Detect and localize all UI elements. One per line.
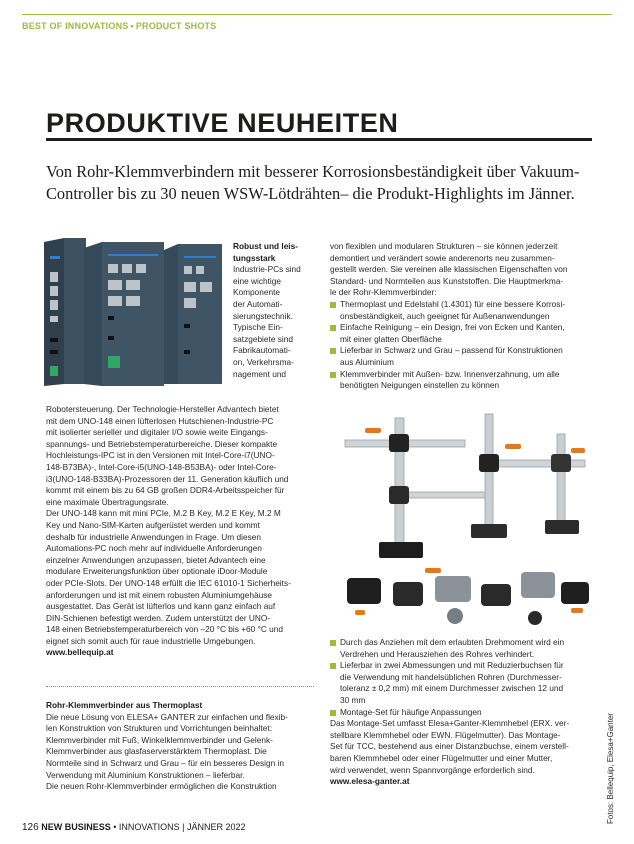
article-clamp-continued [330,241,596,392]
text-line: 30 mm [340,694,366,705]
elesa-ganter-link[interactable]: www.elesa-ganter.at [330,776,410,787]
issue-date: JÄNNER 2022 [186,822,246,832]
section-kicker [22,21,216,31]
text-line: toleranz ± 0,2 mm) mit einem Durchmesser zwischen 12 und [340,683,564,694]
text-line: le der Rohr-Klemmverbinder: [330,287,437,298]
text-line: onsbeständigkeit, auch geeignet für Außenanwendungen [340,310,550,321]
text-line: baren Klemmhebel oder einer Flügelmutter und einer Mutter, [330,752,553,763]
text-line: Klemmverbinder mit Außen- bzw. Innenverzahnung, um alle [340,368,560,379]
text-line: Robotersteuerung. Der Technologie-Hersteller Advantech bietet [46,404,279,414]
text-line: on, Verkehrsma- [233,356,294,367]
text-line: Komponente [233,287,281,298]
text-line: nagement und [233,368,287,379]
text-line: Montage-Set für häufige Anpassungen [340,706,482,717]
text-line: eine maximale Übertragungsrate. [46,496,169,507]
text-line: Standard- und Normteilen aus Kunststoffen. Die Hauptmerkma- [330,275,564,286]
text-line: Key und Nano-SIM-Karten aufgerüstet werden und kommt [46,519,260,530]
tube-clamp-photo [335,412,597,630]
text-line: Das Montage-Set umfasst Elesa+Ganter-Klemmhebel (ERX. ver- [330,718,570,729]
article-ipc-title: tungsstark [233,252,276,263]
header-rule [22,14,612,15]
feature-bullet [330,637,596,660]
text-line: Typische Ein- [233,322,283,333]
text-line: spannungs- und Betriebstemperaturbereiche. Dieser kompakte [46,438,278,449]
feature-bullet [330,345,596,368]
photo-credit: Fotos: Bellequip, Elesa+Ganter [606,713,615,824]
text-line: anforderungen und ist mit einem robusten Aluminiumgehäuse [46,589,272,600]
text-line: sierungstechnik. [233,310,293,321]
article-clamp-features-cont [330,637,596,788]
feature-bullet [330,707,596,719]
text-line: mit dem UNO-148 einen lüfterlosen Hutschienen-Industrie-PC [46,415,274,426]
text-line: Thermoplast und Edelstahl (1.4301) für eine bessere Korrosi- [340,298,566,309]
text-line: Verwendung mit Aluminium Konstruktionen – lieferbar. [46,769,245,780]
text-line: 148-B73BA)-, Intel-Core-i5(UNO-148-B53BA)- oder Intel-Core- [46,461,277,472]
text-line: eine wichtige [233,275,281,286]
text-line: Automations-PC noch mehr auf individuelle Anforderungen [46,543,262,554]
page-footer [22,822,245,833]
article-divider [46,686,314,687]
magazine-name: NEW BUSINESS [41,822,111,832]
text-line: der Automati- [233,298,283,309]
text-line: Set für TCC, bestehend aus einer Distanzbuchse, einem verstell- [330,741,569,752]
text-line: Der UNO-148 kann mit mini PCIe, M.2 B Key, M.2 E Key, M.2 M [46,508,281,519]
text-line: Lieferbar in Schwarz und Grau – passend für Konstruktionen [340,345,563,356]
footer-section: INNOVATIONS [118,822,180,832]
text-line: Die neuen Rohr-Klemmverbinder ermöglichen die Konstruktion [46,781,277,792]
text-line: aus Aluminium [340,356,394,367]
page-headline: PRODUKTIVE NEUHEITEN [46,108,399,138]
text-line: mit einer glatten Oberfläche [340,333,442,344]
footer-pipe: | [182,822,185,832]
subsection-name: PRODUCT SHOTS [135,21,217,31]
kicker-separator: • [130,21,134,31]
text-line: modulare Erweiterungsfunktion über optionale iDoor-Module [46,566,268,577]
text-line: i3(UNO-148-B33BA)-Prozessoren der 11. Generation käuflich und [46,473,289,484]
text-line: Hochleistungs-IPC ist in den Versionen mit Intel-Core-i7(UNO- [46,450,275,461]
feature-bullet [330,369,596,392]
article-ipc-body [46,404,314,659]
page-number: 126 [22,822,39,833]
feature-bullet [330,299,596,322]
text-line: kommt mit einem bis zu 64 GB großen DDR4-Arbeitsspeicher für [46,485,285,496]
text-line: DIN-Schienen befestigt werden. Zudem unterstützt der UNO- [46,612,271,623]
text-line: gestellt werden. Sie vereinen alle klassischen Eigenschaften von [330,264,568,275]
text-line: benötigten Neigungen einstellen zu können [340,380,500,391]
text-line: Klemmverbinder aus glasfaserverstärktem Thermoplast. Die [46,746,267,757]
feature-bullet [330,322,596,345]
text-line: satzgebiete sind [233,333,293,344]
text-line: Die neue Lösung von ELESA+ GANTER zur einfachen und flexib- [46,711,288,722]
text-line: Einfache Reinigung – ein Design, frei von Ecken und Kanten, [340,322,565,333]
bellequip-link[interactable]: www.bellequip.at [46,647,114,658]
text-line: mit isolierter serieller und digitaler I/O sowie weite Eingangs- [46,427,268,438]
text-line: Klemmverbinder mit Fuß, Winkelklemmverbinder und Gelenk- [46,734,273,745]
text-line: Normteile sind in Schwarz und Grau – für ein besseres Design in [46,757,284,768]
lead-line: Controller bis zu 30 neuen WSW-Lötdrähten– die Produkt-Highlights im Jänner. [46,184,575,203]
article-ipc-intro [233,241,313,380]
text-line: Fabrikautomati- [233,345,291,356]
headline-underline [46,138,592,141]
footer-bullet: • [113,822,117,832]
section-name: BEST OF INNOVATIONS [22,21,129,31]
feature-bullet [330,660,596,706]
text-line: eignet sich somit auch für raue industrielle Umgebungen. [46,635,256,646]
article-ipc-title: Robust und leis- [233,241,298,251]
article-clamp-title: Rohr-Klemmverbinder aus Thermoplast [46,700,203,710]
text-line: Verdrehen und Herausziehen des Rohres verhindert. [340,648,535,659]
article-clamp-intro [46,700,314,793]
lead-paragraph [46,161,594,205]
text-line: demontiert und verändert sowie anderenorts neu zusammen- [330,252,555,263]
text-line: wird verwendet, wenn Spannvorgänge erforderlich sind. [330,764,535,775]
text-line: 148 einen Betriebstemperaturbereich von –20 °C bis +60 °C und [46,624,284,635]
text-line: Durch das Anziehen mit dem erlaubten Drehmoment wird ein [340,637,565,647]
text-line: len Konstruktion von Strukturen und Vorrichtungen beinhaltet: [46,723,273,734]
text-line: Lieferbar in zwei Abmessungen und mit Reduzierbuchsen für [340,660,564,671]
text-line: stellbare Klemmhebel oder EWN. Flügelmutter). Das Montage- [330,729,561,740]
industrial-pc-photo [40,238,230,386]
text-line: von flexiblen und modularen Strukturen – sie können jederzeit [330,241,558,251]
text-line: ausgestattet. Das Gerät ist lüfterlos und kann ganz einfach auf [46,601,276,612]
lead-line: Von Rohr-Klemmverbindern mit besserer Korrosionsbeständigkeit über Vakuum- [46,162,580,181]
text-line: einzelner Anwendungen anzupassen, bietet Advantech eine [46,554,266,565]
text-line: Industrie-PCs sind [233,264,301,275]
text-line: deshalb für industrielle Anwendungen in Frage. Um diesen [46,531,261,542]
text-line: oder PCIe-Slots. Der UNO-148 erfüllt die IEC 61010-1 Sicherheits- [46,577,291,588]
text-line: die Verwendung mit handelsüblichen Rohren (Durchmesser- [340,671,562,682]
